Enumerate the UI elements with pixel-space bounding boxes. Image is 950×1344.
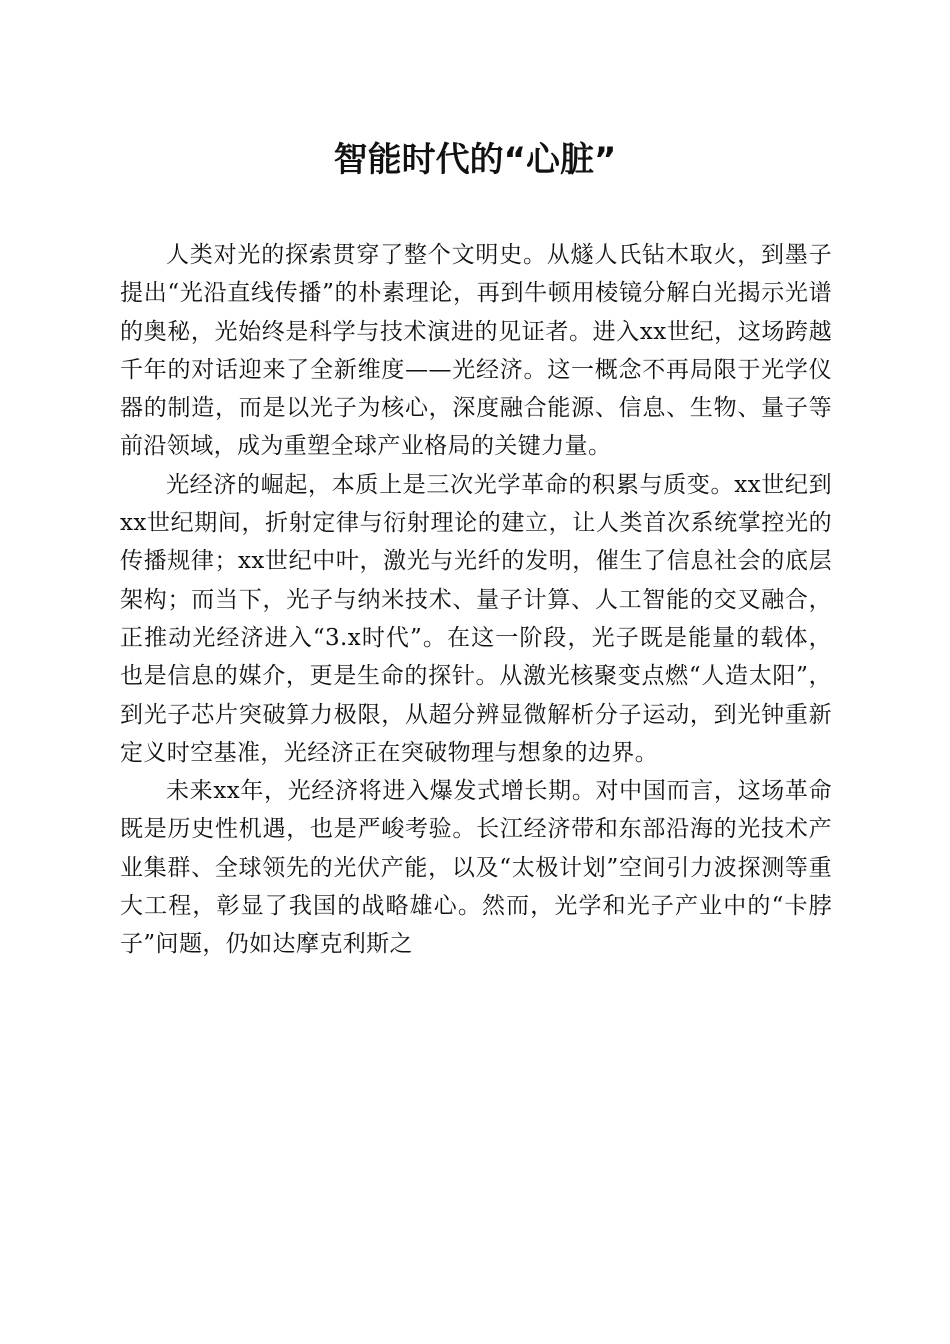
paragraph-3: 未来xx年，光经济将进入爆发式增长期。对中国而言，这场革命既是历史性机遇，也是严峻考验。长江经济带和东部沿海的光技术产业集群、全球领先的光伏产能，以及“太极计划”空间引力波探测等重大工程，彰显了我国的战略雄心。然而，光学和光子产业中的“卡脖子”问题，仍如达摩克利斯之 [120,778,832,958]
paragraph-1: 人类对光的探索贯穿了整个文明史。从燧人氏钻木取火，到墨子提出“光沿直线传播”的朴素理论，再到牛顿用棱镜分解白光揭示光谱的奥秘，光始终是科学与技术演进的见证者。进入xx世纪，这场跨越千年的对话迎来了全新维度——光经济。这一概念不再局限于光学仪器的制造，而是以光子为核心，深度融合能源、信息、生物、量子等前沿领域，成为重塑全球产业格局的关键力量。 [120,242,832,460]
document-title: 智能时代的“心脏” [333,140,617,180]
paragraph-2: 光经济的崛起，本质上是三次光学革命的积累与质变。xx世纪到xx世纪期间，折射定律与衍射理论的建立，让人类首次系统掌控光的传播规律；xx世纪中叶，激光与光纤的发明，催生了信息社会的底层架构；而当下，光子与纳米技术、量子计算、人工智能的交叉融合，正推动光经济进入“3.x时代”。在这一阶段，光子既是能量的载体，也是信息的媒介，更是生命的探针。从激光核聚变点燃“人造太阳”，到光子芯片突破算力极限，从超分辨显微解析分子运动，到光钟重新定义时空基准，光经济正在突破物理与想象的边界。 [120,471,832,766]
document-body [120,236,832,964]
